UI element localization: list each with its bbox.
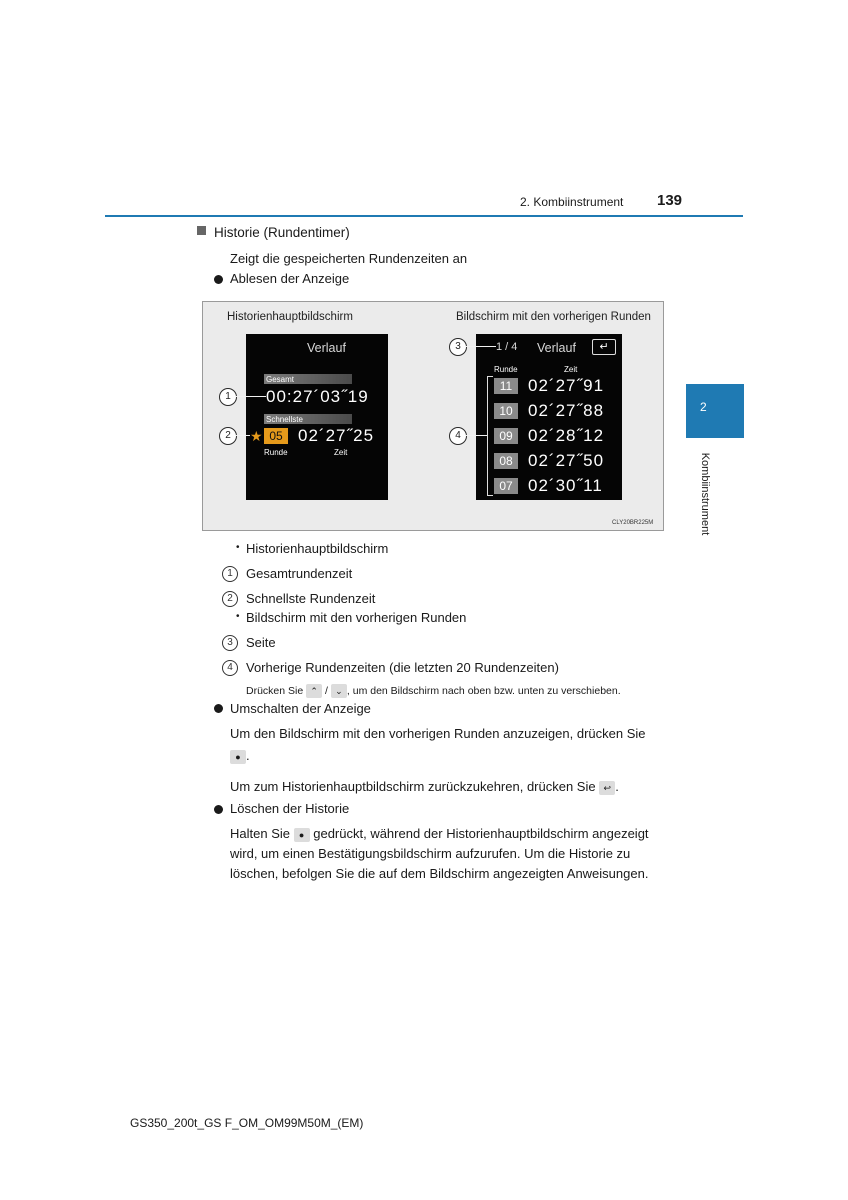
bullet-icon <box>214 275 223 284</box>
best-lap-time: 02´27˝25 <box>298 426 375 445</box>
lap-number: 08 <box>494 453 518 469</box>
umschalten-p2: Um zum Historienhauptbildschirm zurückzukehren, drücken Sie <box>230 779 596 794</box>
list-callout-3: 3 <box>222 635 238 651</box>
umschalten-title: Umschalten der Anzeige <box>230 701 371 716</box>
list-item2: Schnellste Rundenzeit <box>246 591 376 606</box>
chapter-tab-number: 2 <box>700 400 707 414</box>
callout-line <box>466 346 496 347</box>
section-square-icon <box>197 226 206 235</box>
loeschen-line1 <box>230 825 649 843</box>
lap-number: 07 <box>494 478 518 494</box>
lap-number: 11 <box>494 378 518 394</box>
chevron-up-icon: ⌃ <box>306 684 322 698</box>
chapter-tab <box>686 384 744 438</box>
dot-button-icon: ● <box>294 828 310 842</box>
col-zeit-right: Zeit <box>564 365 578 374</box>
scroll-note <box>246 684 621 698</box>
note-text-a: Drücken Sie <box>246 684 304 697</box>
callout-4: 4 <box>449 427 467 445</box>
callout-line <box>236 396 266 397</box>
col-zeit-left: Zeit <box>334 448 348 457</box>
note-text-b: / <box>325 684 328 697</box>
bullet-icon <box>214 704 223 713</box>
lap-number: 10 <box>494 403 518 419</box>
lap-number: 09 <box>494 428 518 444</box>
intro-text: Zeigt die gespeicherten Rundenzeiten an <box>230 251 468 266</box>
back-button-icon: ↩ <box>599 781 615 795</box>
bullet-ablesen: Ablesen der Anzeige <box>230 271 350 286</box>
loeschen-line3: löschen, befolgen Sie die auf dem Bildschirm angezeigten Anweisungen. <box>230 866 649 881</box>
lap-time: 02´27˝88 <box>528 401 605 420</box>
bullet-icon <box>214 805 223 814</box>
callout-line <box>466 435 487 436</box>
list-callout-4: 4 <box>222 660 238 676</box>
chapter-tab-label: Kombiinstrument <box>699 452 711 536</box>
umschalten-p2-line <box>230 778 619 796</box>
figure-right-label: Bildschirm mit den vorherigen Runden <box>456 311 651 323</box>
loeschen-p-a: Halten Sie <box>230 826 290 841</box>
umschalten-p1-end: . <box>246 748 250 763</box>
list-sub1: Historienhauptbildschirm <box>246 541 389 556</box>
list-callout-1: 1 <box>222 566 238 582</box>
dot-button-icon: ● <box>230 750 246 764</box>
gesamt-label: Gesamt <box>266 375 295 384</box>
list-callout-2: 2 <box>222 591 238 607</box>
loeschen-p-b: gedrückt, während der Historienhauptbildschirm angezeigt <box>313 826 649 841</box>
lap-list-bracket <box>487 376 493 496</box>
schnellste-label: Schnellste <box>266 415 303 424</box>
umschalten-p2-end: . <box>615 779 619 794</box>
col-runde-left: Runde <box>264 448 288 457</box>
list-sub2: Bildschirm mit den vorherigen Runden <box>246 610 467 625</box>
callout-line <box>236 435 250 436</box>
col-runde-right: Runde <box>494 365 518 374</box>
header-rule <box>105 215 743 217</box>
figure-left-label: Historienhauptbildschirm <box>227 311 353 323</box>
callout-3: 3 <box>449 338 467 356</box>
small-bullet-icon: • <box>236 542 240 553</box>
screen-title: Verlauf <box>307 341 346 355</box>
small-bullet-icon: • <box>236 611 240 622</box>
list-item3: Seite <box>246 635 276 650</box>
umschalten-p1-key <box>230 748 250 764</box>
page-number: 139 <box>657 192 683 209</box>
section-title: Historie (Rundentimer) <box>214 225 350 240</box>
gesamt-time: 00:27´03˝19 <box>266 387 369 406</box>
screen-title-right: Verlauf <box>537 341 576 355</box>
figure-code: CLY20BR225M <box>612 520 654 526</box>
note-text-c: , um den Bildschirm nach oben bzw. unten zu verschieben. <box>346 684 621 697</box>
list-item1: Gesamtrundenzeit <box>246 566 353 581</box>
loeschen-line2: wird, um einen Bestätigungsbildschirm aufzurufen. Um die Historie zu <box>230 846 631 861</box>
list-item4: Vorherige Rundenzeiten (die letzten 20 Rundenzeiten) <box>246 660 559 675</box>
header-section: 2. Kombiinstrument <box>520 195 624 209</box>
lap-time: 02´27˝50 <box>528 451 605 470</box>
callout-1: 1 <box>219 388 237 406</box>
chevron-down-icon: ⌄ <box>331 684 347 698</box>
page-indicator: 1 / 4 <box>496 341 518 353</box>
lap-time: 02´28˝12 <box>528 426 605 445</box>
best-lap-number: 05 <box>264 428 288 444</box>
star-icon: ★ <box>250 428 263 444</box>
back-icon: ↵ <box>592 339 616 355</box>
lap-time: 02´27˝91 <box>528 376 605 395</box>
umschalten-p1: Um den Bildschirm mit den vorherigen Runden anzuzeigen, drücken Sie <box>230 726 646 741</box>
loeschen-title: Löschen der Historie <box>230 801 350 816</box>
footer-code: GS350_200t_GS F_OM_OM99M50M_(EM) <box>130 1116 364 1130</box>
lap-time: 02´30˝11 <box>528 476 603 495</box>
callout-2: 2 <box>219 427 237 445</box>
